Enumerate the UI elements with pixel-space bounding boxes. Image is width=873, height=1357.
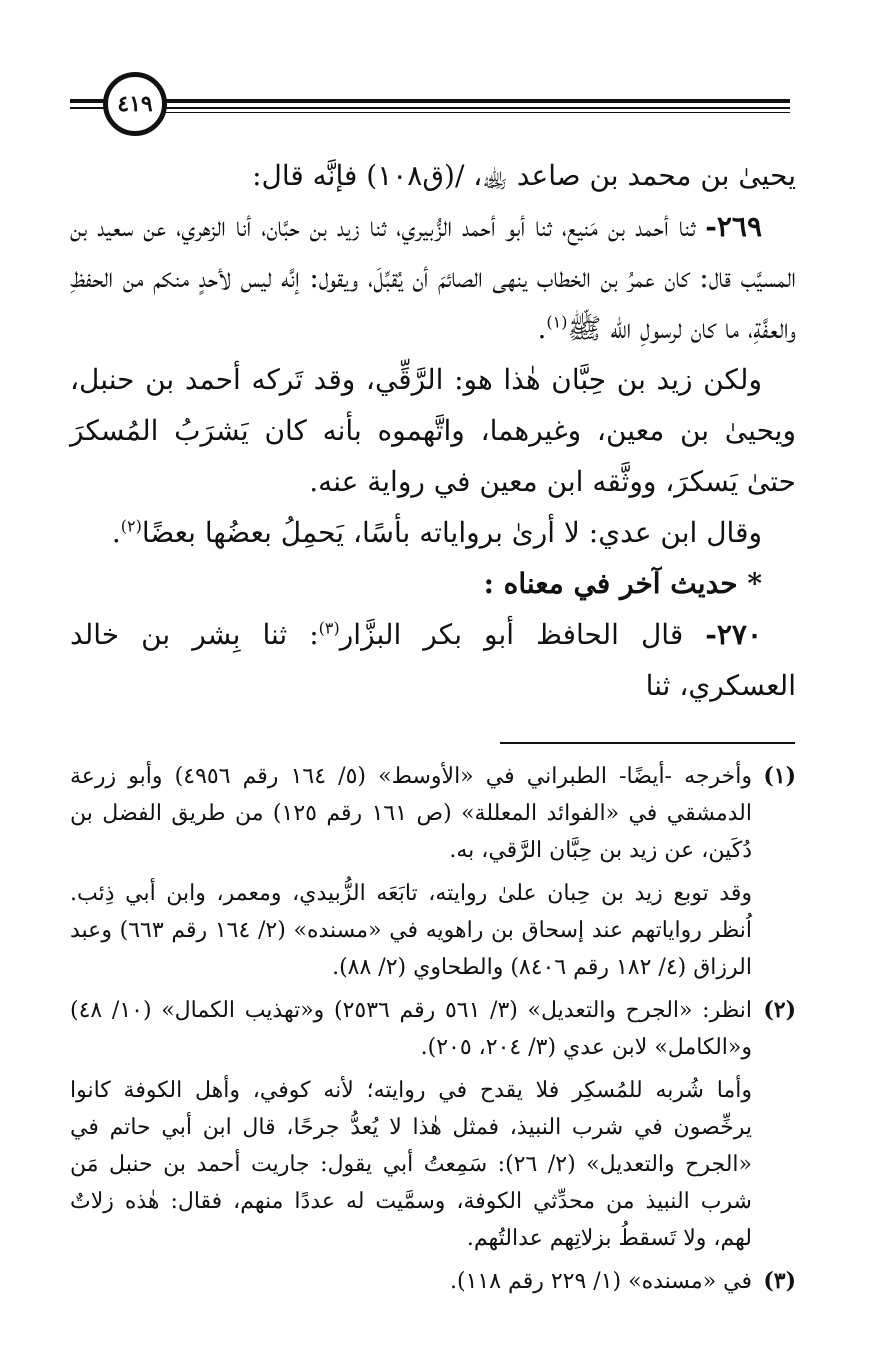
hadith-270-end: : ثنا بِشر بن خالد العسكري، ثنا bbox=[70, 618, 796, 702]
paragraph-intro: يحيىٰ بن محمد بن صاعد ﵀، /(ق١٠٨) فإنَّه قال: bbox=[252, 159, 796, 192]
footnote-paragraph: في «مسنده» (١/ ٢٢٩ رقم ١١٨). bbox=[450, 1269, 752, 1294]
footnote-paragraph: وأما شُربه للمُسكِر فلا يقدح في روايته؛ لأنه كوفي، وأهل الكوفة كانوا يرخِّصون في شرب النبيذ، فمثل هٰذا لا يُعدُّ جرحًا، قال ابن أبي حاتم في «الجرح والتعديل» (٢/ ٢٦): سَمِعتُ أبي يقول: جاريت أحمد بن حنبل مَن شرب النبيذ من محدِّثي الكوفة، وسمَّيت له عددًا منهم، فقال: هٰذه زلاتٌ لهم، ولا تَسقطُ بزلاتِهم عدالتُهم. bbox=[70, 1078, 752, 1251]
footnote-1 bbox=[70, 758, 796, 986]
header-rule-thin bbox=[150, 112, 790, 113]
footnote-ref-3[interactable]: (٣) bbox=[318, 618, 340, 638]
footnote-number: (٣) bbox=[763, 1268, 796, 1294]
hadith-number-269: ٢٦٩- bbox=[705, 210, 762, 243]
main-text bbox=[70, 150, 796, 711]
footnote-body bbox=[70, 992, 752, 1257]
footnote-separator bbox=[500, 742, 795, 744]
ibn-adi-text: وقال ابن عدي: لا أرىٰ برواياته بأسًا، يَحمِلُ بعضُها بعضًا bbox=[141, 516, 762, 549]
paragraph-ibn-adi bbox=[70, 507, 796, 558]
footnote-3 bbox=[70, 1263, 796, 1300]
footnote-paragraph: وقد توبع زيد بن حِبان علىٰ روايته، تابَعَه الزُّبيدي، ومعمر، وابن أبي ذِئب. اُنظر رواياتهم عند إسحاق بن راهويه في «مسنده» (٢/ ١٦٤ رقم ٦٦٣) وعبد الرزاق (٤/ ١٨٢ رقم ٨٤٠٦) والطحاوي (٢/ ٨٨). bbox=[70, 881, 753, 980]
footnote-paragraph: انظر: «الجرح والتعديل» (٣/ ٥٦١ رقم ٢٥٣٦) و«تهذيب الكمال» (١٠/ ٤٨) و«الكامل» لابن عدي (٣/ ٢٠٤، ٢٠٥). bbox=[70, 998, 752, 1060]
page-number: ٤١٩ bbox=[117, 91, 153, 117]
hadith-269-text: ثنا أحمد بن مَنيع، ثنا أبو أحمد الزُّبيري، ثنا زيد بن حبَّان، أنا الزهري، عن سعيد بن المسيَّب قال: كان عمرُ بن الخطاب ينهى الصائمَ أن يُقبِّلَ، ويقول: إنَّه ليس لأحدٍ منكم من الحفظِ والعفَّةِ، ما كان لرسولِ الله ﷺ bbox=[70, 210, 796, 345]
footnote-number: (٢) bbox=[763, 997, 796, 1023]
header-rule-thick bbox=[150, 99, 790, 103]
paragraph-hadith-270 bbox=[70, 609, 796, 711]
paragraph-narrator-note: ولكن زيد بن حِبَّان هٰذا هو: الرَّقِّي، وقد تَركه أحمد بن حنبل، ويحيىٰ بن معين، وغيرهما، واتَّهموه بأنه كان يَشرَبُ المُسكرَ حتىٰ يَسكرَ، ووثَّقه ابن معين في رواية عنه. bbox=[70, 363, 796, 498]
page-header bbox=[0, 68, 873, 138]
ibn-adi-end: . bbox=[111, 516, 121, 549]
hadith-number-270: ٢٧٠- bbox=[705, 618, 762, 651]
footnote-ref-2[interactable]: (٢) bbox=[120, 516, 142, 536]
footnote-2 bbox=[70, 992, 796, 1257]
footnote-ref-1[interactable]: (١) bbox=[546, 312, 568, 332]
paragraph-hadith-269 bbox=[70, 201, 796, 354]
footnote-body bbox=[70, 758, 752, 986]
hadith-269-end: . bbox=[537, 312, 547, 345]
section-subheading: * حديث آخر في معناه : bbox=[483, 567, 762, 600]
footnote-paragraph: وأخرجه -أيضًا- الطبراني في «الأوسط» (٥/ ١٦٤ رقم ٤٩٥٦) وأبو زرعة الدمشقي في «الفوائد المعللة» (ص ١٦١ رقم ١٢٥) من طريق الفضل بن دُكَين، عن زيد بن حِبَّان الرَّقي، به. bbox=[70, 764, 752, 863]
footnote-number: (١) bbox=[763, 763, 796, 789]
footnote-body bbox=[70, 1263, 752, 1300]
page-number-badge bbox=[103, 72, 167, 136]
hadith-270-text: قال الحافظ أبو بكر البزَّار bbox=[339, 618, 706, 651]
header-rule-medium bbox=[150, 107, 790, 109]
footnotes bbox=[70, 758, 796, 1300]
